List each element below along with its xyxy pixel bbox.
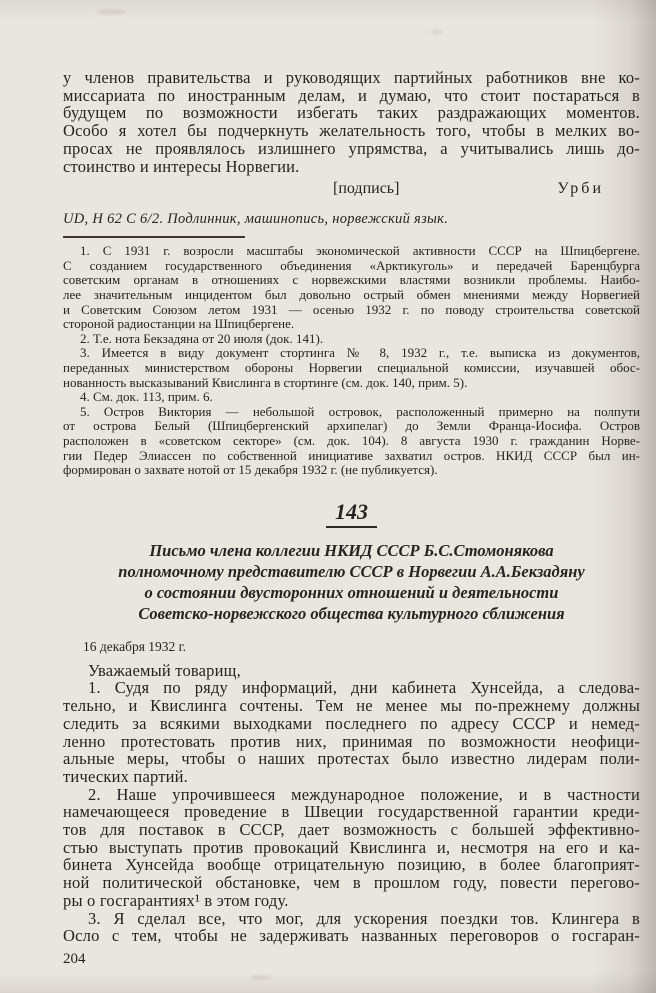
text-line: ры о госгарантиях¹ в этом году. (63, 890, 289, 910)
text-line: формирован о захвате нотой от 15 декабря 1932 г. (не публикуется). (63, 462, 438, 478)
text-line: и Советским Союзом летом 1931 — осенью 1932 г. по поводу строительства советской (63, 301, 640, 317)
text-line: гии Педер Элиассен по собственной инициативе захватил остров. НКИД СССР был ин- (63, 447, 640, 463)
text-line: намечающееся проведение в Швеции государственной гарантии креди- (63, 802, 640, 822)
document-title (63, 540, 640, 624)
footnote-separator-rule (63, 236, 245, 238)
paragraph (63, 390, 640, 405)
text-line: 5. Остров Виктория — небольшой островок, расположенный примерно на полпути (80, 403, 640, 419)
archive-reference: UD, H 62 C 6/2. Подлинник, машинопись, норвежский язык. (63, 211, 449, 228)
salutation: Уважаемый товарищ, (88, 660, 241, 680)
text-line: 1. Судя по ряду информаций, дни кабинета Хунсейда, а следова- (88, 678, 640, 698)
page-content (63, 69, 640, 967)
signature-row (63, 180, 640, 198)
text-line: стоинство и интересы Норвегии. (63, 156, 300, 176)
document-number-block (63, 500, 640, 528)
text-line: нованность высказываний Квислинга в стортинге (см. док. 140, прим. 5). (63, 374, 468, 390)
paragraph (63, 405, 640, 478)
text-line: будущем по возможности избегать таких раздражающих моментов. (63, 103, 640, 123)
text-line: миссариата по иностранным делам, и думаю, что стоит постараться в (63, 85, 640, 105)
text-line: альные меры, чтобы о наших протестах было известно лидерам поли- (63, 749, 640, 769)
text-line: о состоянии двусторонних отношений и деятельности (144, 582, 559, 602)
text-line: тельно, и Квислинга сочтены. Тем не менее мы по-прежнему должны (63, 696, 640, 716)
text-line: ной политической обстановке, чем в прошлом году, повести перегово- (63, 873, 640, 893)
text-line: С созданием государственного объединения «Арктикуголь» и передачей Баренцбурга (63, 257, 640, 273)
paper-fleck (250, 975, 272, 980)
text-line: стью выступать против провокаций Квислинга и, несмотря на его и ка- (63, 837, 640, 857)
letter-body (63, 662, 640, 945)
paragraph (63, 244, 640, 332)
text-line: от острова Белый (Шпицбергенский архипелаг) до Земли Франца-Иосифа. Остров (63, 418, 640, 434)
text-line: 3. Имеется в виду документ стортинга № 8, 1932 г., т.е. выписка из документов, (80, 345, 640, 361)
text-line: тов для поставок в СССР, дает возможность с большей эффективно- (63, 820, 640, 840)
text-line: 3. Я сделал все, что мог, для ускорения поездки тов. Клингера в (88, 908, 640, 928)
paragraph (63, 786, 640, 910)
text-line: стороной радиостанции на Шпицбергене. (63, 316, 295, 332)
paragraph (63, 679, 640, 785)
text-line: ленно протестовать против них, принимая по возможности неофици- (63, 731, 640, 751)
text-line: Советско-норвежского общества культурного сближения (138, 603, 565, 623)
paragraph (63, 332, 640, 347)
text-line: следить за всякими выходками последнего по адресу СССР и немед- (63, 713, 640, 733)
paper-fleck (430, 30, 444, 34)
text-line: бинета Хунсейда вообще отрицательную позицию, в более благоприят- (63, 855, 640, 875)
document-date: 16 декабря 1932 г. (83, 638, 187, 654)
text-line: лее значительным инцидентом был довольно острый обмен мнениями между Норвегией (63, 287, 640, 302)
continuation-paragraph (63, 69, 640, 175)
text-line: Письмо члена коллегии НКИД СССР Б.С.Стомонякова (149, 540, 554, 560)
document-number: 143 (326, 500, 377, 528)
text-line: тических партий. (63, 766, 189, 786)
paragraph (63, 910, 640, 945)
text-line: 1. С 1931 г. возросли масштабы экономической активности СССР на Шпицбергене. (80, 243, 640, 259)
text-line: просах не проявлялось излишнего упрямства, а учитывались лишь до- (63, 138, 640, 158)
paper-fleck (96, 9, 126, 15)
text-line: у членов правительства и руководящих партийных работников вне ко- (63, 68, 640, 87)
text-line: полномочному представителю СССР в Норвегии А.А.Бекзадяну (118, 561, 585, 581)
text-line: расположен в «советском секторе» (см. док. 104). 8 августа 1930 г. гражданин Норве- (63, 432, 640, 448)
text-line: переданных министерством обороны Норвегии специальной комиссии, изучавшей обос- (63, 359, 640, 375)
page-number: 204 (63, 950, 86, 967)
text-line: Особо я хотел бы подчеркнуть желательность того, чтобы в мелких во- (63, 121, 640, 141)
paragraph (63, 346, 640, 390)
text-line: 2. Наше упрочившееся международное положение, и в частности (88, 784, 640, 804)
footnotes (63, 244, 640, 478)
signatory-name: Урби (557, 180, 604, 198)
text-line: 2. Т.е. нота Бекзадяна от 20 июля (док. 141). (80, 330, 324, 346)
text-line: советским органам в отношениях с норвежскими властями возникли проблемы. Наибо- (63, 272, 640, 288)
letter-paragraphs (63, 679, 640, 945)
text-line: Осло с тем, чтобы не задерживать названных переговоров о госгаран- (63, 926, 640, 946)
signature-placeholder: [подпись] (333, 180, 400, 198)
text-line: 4. См. док. 113, прим. 6. (80, 389, 213, 405)
